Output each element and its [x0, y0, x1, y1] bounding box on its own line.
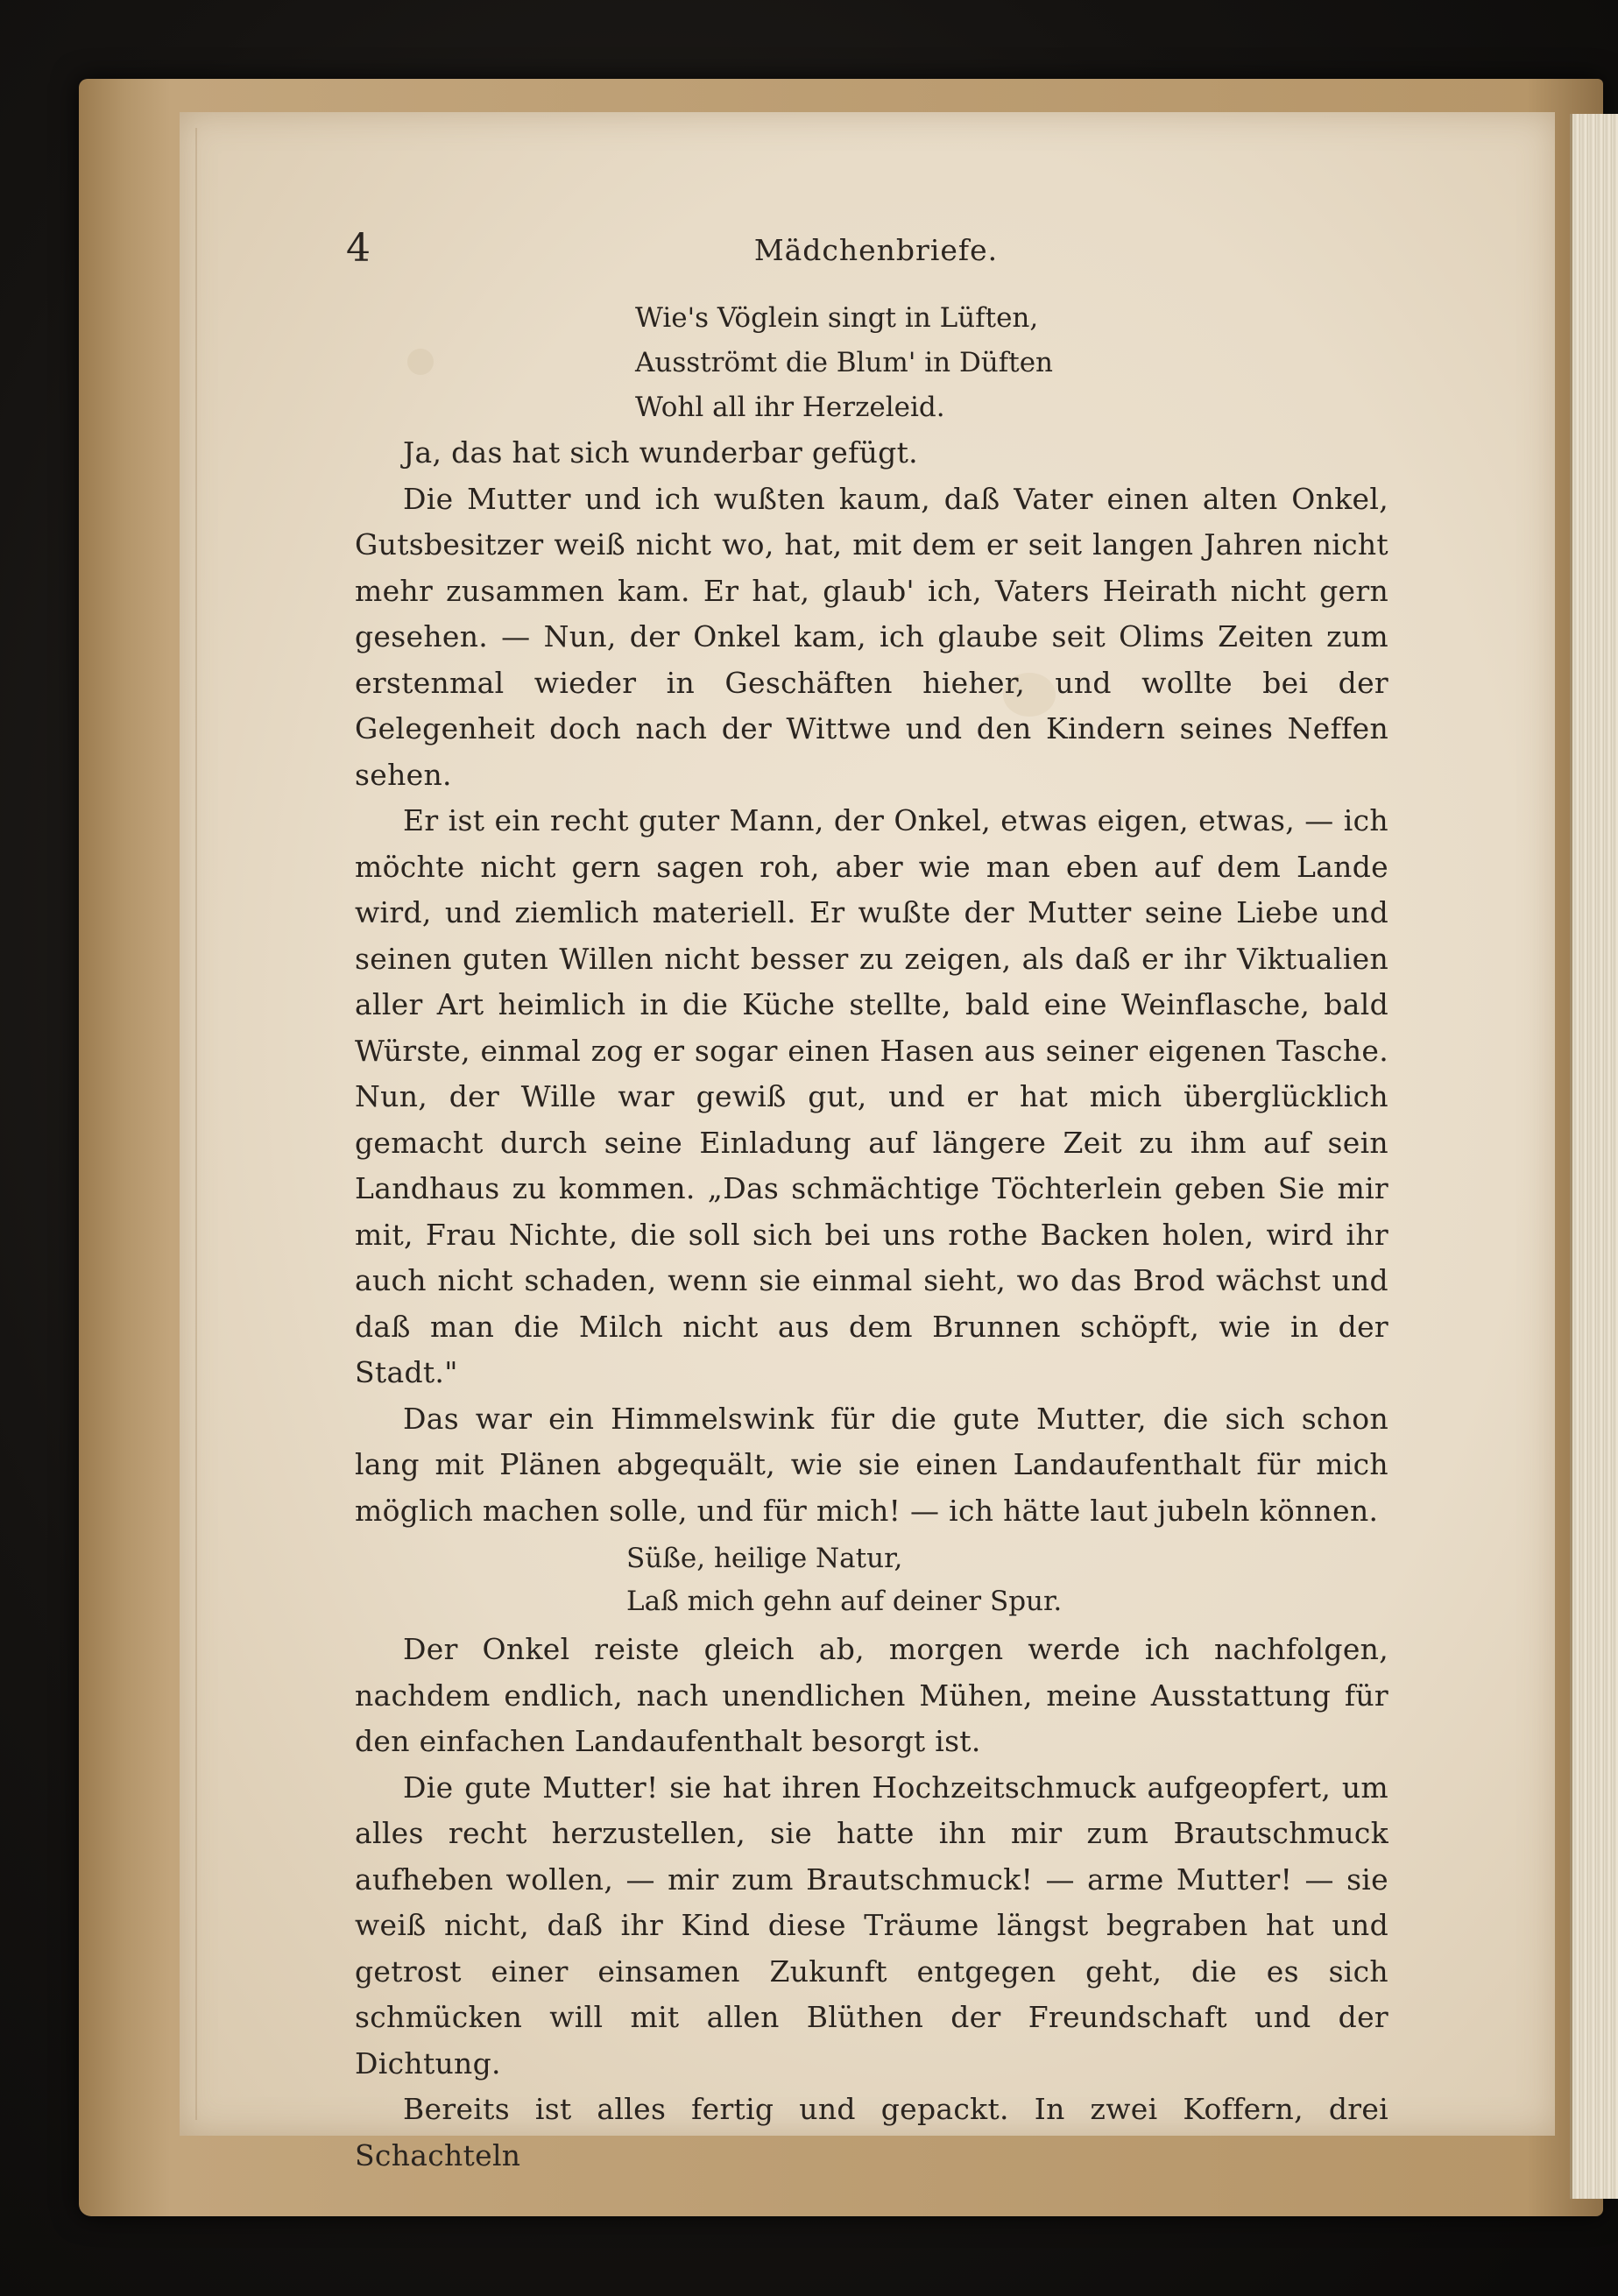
verse-line: Süße, heilige Natur, [626, 1543, 903, 1574]
paragraph: Die Mutter und ich wußten kaum, daß Vater einen alten Onkel, Gutsbesitzer weiß nicht wo, hat, mit dem er seit langen Jahren nicht mehr zusammen kam. Er hat, glaub' ich, Vaters Heirath nicht gern gesehen. — Nun, der Onkel kam, ich glaube seit Olims Zeiten zum erstenmal wieder in Geschäften hieher, und wollte bei der Gelegenheit doch nach der Wittwe und den Kindern seines Neffen sehen. [355, 481, 1388, 792]
paragraph: Das war ein Himmelswink für die gute Mutter, die sich schon lang mit Plänen abgequält, wie sie einen Landaufenthalt für mich möglich machen solle, und für mich! — ich hätte laut jubeln können. [355, 1401, 1388, 1528]
verse-line: Laß mich gehn auf deiner Spur. [626, 1586, 1063, 1617]
verse-line: Wie's Vöglein singt in Lüften, [635, 302, 1039, 334]
verse-block [635, 296, 1388, 430]
page-header [346, 226, 1406, 279]
paragraph: Er ist ein recht guter Mann, der Onkel, etwas eigen, etwas, — ich möchte nicht gern sagen roh, aber wie man eben auf dem Lande wird, und ziemlich materiell. Er wußte der Mutter seine Liebe und seinen guten Willen nicht besser zu zeigen, als daß er ihr Viktualien aller Art heimlich in die Küche stellte, bald eine Weinflasche, bald Würste, einmal zog er sogar einen Hasen aus seiner eigenen Tasche. Nun, der Wille war gewiß gut, und er hat mich überglücklich gemacht durch seine Einladung auf längere Zeit zu ihm auf sein Landhaus zu kommen. „Das schmächtige Töchterlein geben Sie mir mit, Frau Nichte, die soll sich bei uns rothe Backen holen, wird ihr auch nicht schaden, wenn sie einmal sieht, wo das Brod wächst und daß man die Milch nicht aus dem Brunnen schöpft, wie in der Stadt." [355, 803, 1388, 1389]
paragraph: Die gute Mutter! sie hat ihren Hochzeitschmuck aufgeopfert, um alles recht herzustellen, sie hatte ihn mir zum Brautschmuck aufheben wollen, — mir zum Brautschmuck! — arme Mutter! — sie weiß nicht, daß ihr Kind diese Träume längst begraben hat und getrost einer einsamen Zukunft entgegen geht, die es sich schmücken will mit allen Blüthen der Freundschaft und der Dichtung. [355, 1770, 1388, 2081]
paragraph: Bereits ist alles fertig und gepackt. In zwei Koffern, drei Schachteln [355, 2092, 1388, 2172]
paragraph: Ja, das hat sich wunderbar gefügt. [403, 435, 918, 470]
verse-line: Ausströmt die Blum' in Düften [635, 347, 1054, 378]
verse-line: Wohl all ihr Herzeleid. [635, 392, 945, 423]
book-page [180, 112, 1555, 2172]
page-number: 4 [346, 226, 371, 271]
body-text [355, 296, 1388, 2179]
paragraph: Der Onkel reiste gleich ab, morgen werde ich nachfolgen, nachdem endlich, nach unendlichen Mühen, meine Ausstattung für den einfachen Landaufenthalt besorgt ist. [355, 1632, 1388, 1758]
page-edges [1570, 114, 1618, 2199]
running-head: Mädchenbriefe. [753, 233, 999, 267]
verse-block [626, 1537, 1388, 1623]
